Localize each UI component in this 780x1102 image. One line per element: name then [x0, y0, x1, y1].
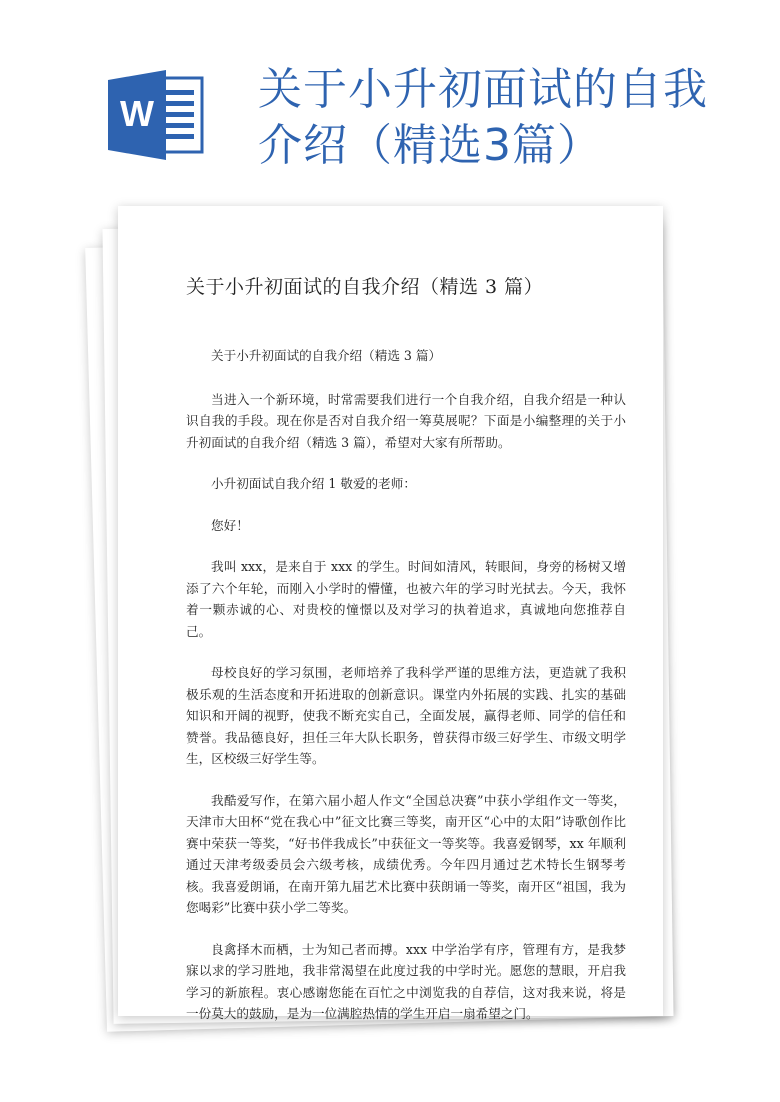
word-document-icon	[108, 70, 208, 160]
document-heading: 关于小升初面试的自我介绍（精选 3 篇）	[186, 276, 544, 298]
paragraph-greeting: 您好！	[211, 517, 249, 533]
paragraph-section-title: 小升初面试自我介绍 1 敬爱的老师：	[211, 476, 416, 491]
paragraph-intro: 当进入一个新环境，时常需要我们进行一个自我介绍，自我介绍是一种认识自我的手段。现在你是否对自我介绍一筹莫展呢？下面是小编整理的关于小升初面试的自我介绍（精选 3 篇），希望对大家有所帮助。	[186, 391, 626, 450]
document-body	[186, 345, 626, 1045]
page-title: 关于小升初面试的自我介绍（精选3篇）	[258, 64, 708, 171]
paragraph-body-2: 母校良好的学习氛围，老师培养了我科学严谨的思维方法，更造就了我积极乐观的生活态度和开拓进取的创新意识。课堂内外拓展的实践、扎实的基础知识和开阔的视野，使我不断充实自己，全面发展，赢得老师、同学的信任和赞誉。我品德良好，担任三年大队长职务，曾获得市级三好学生、市级文明学生，区校级三好学生等。	[186, 665, 626, 766]
word-logo-letter: W	[120, 93, 154, 134]
paragraph-body-3: 我酷爱写作，在第六届小超人作文“全国总决赛”中获小学组作文一等奖，天津市大田杯“党在我心中”征文比赛三等奖，南开区“心中的太阳”诗歌创作比赛中荣获一等奖，“好书伴我成长”中获征文一等奖等。我喜爱钢琴，xx 年顺利通过天津考级委员会六级考核，成绩优秀。今年四月通过艺术特长生钢琴考核。我喜爱朗诵，在南开第九届艺术比赛中获朗诵一等奖，南开区“祖国，我为您喝彩”比赛中获小学二等奖。	[186, 792, 626, 915]
paragraph-body-1: 我叫 xxx，是来自于 xxx 的学生。时间如清风，转眼间，身旁的杨树又增添了六个年轮，而刚入小学时的懵懂，也被六年的学习时光拭去。今天，我怀着一颗赤诚的心、对贵校的憧憬以及对学习的执着追求，真诚地向您推荐自己。	[186, 559, 626, 639]
document-subtitle: 关于小升初面试的自我介绍（精选 3 篇）	[211, 348, 442, 363]
paragraph-body-4: 良禽择木而栖，士为知己者而搏。xxx 中学治学有序，管理有方，是我梦寐以求的学习胜地，我非常渴望在此度过我的中学时光。愿您的慧眼，开启我学习的新旅程。衷心感谢您能在百忙之中浏览我的自荐信，这对我来说，将是一份莫大的鼓励，是为一位满腔热情的学生开启一扇希望之门。	[186, 941, 626, 1021]
